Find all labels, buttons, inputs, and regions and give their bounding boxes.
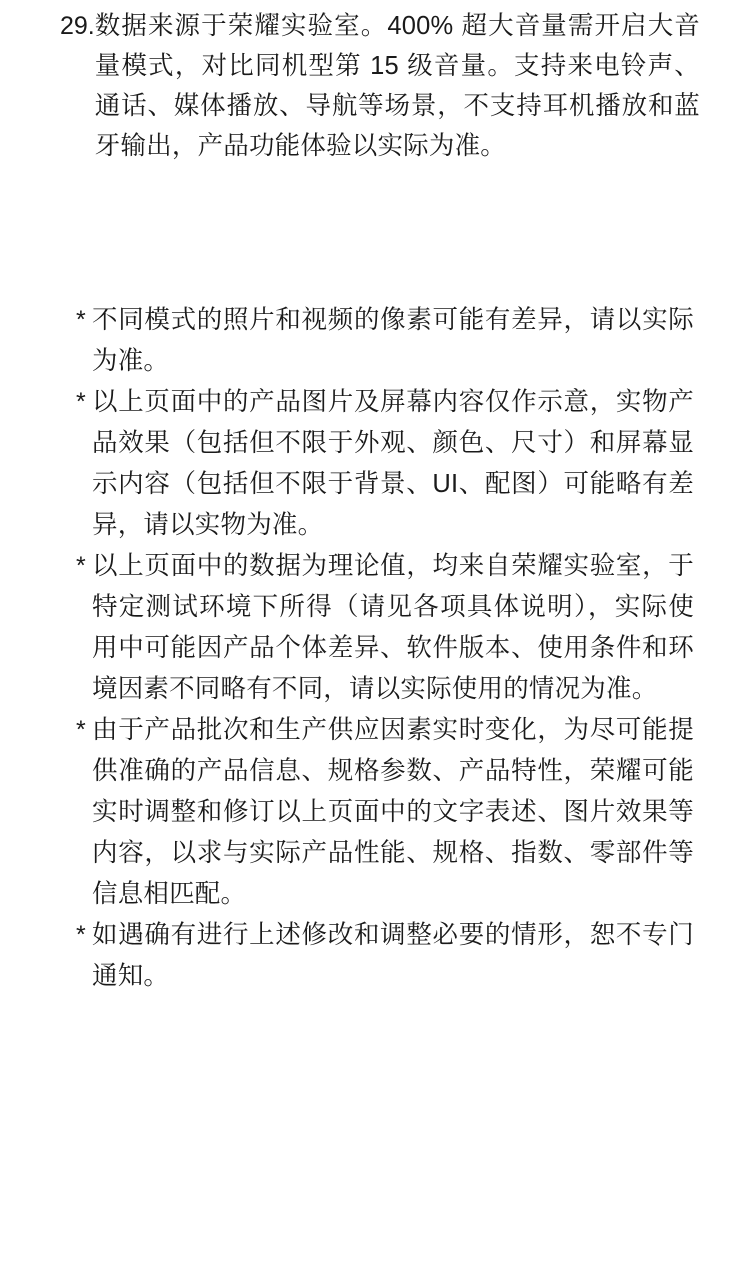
starred-note-item (76, 382, 694, 546)
starred-note-item (76, 300, 694, 382)
note-text: 不同模式的照片和视频的像素可能有差异，请以实际为准。 (92, 306, 694, 375)
note-text: 由于产品批次和生产供应因素实时变化，为尽可能提供准确的产品信息、规格参数、产品特性，荣耀可能实时调整和修订以上页面中的文字表述、图片效果等内容，以求与实际产品性能、规格、指数、零部件等信息相匹配。 (92, 716, 694, 908)
note-text: 以上页面中的数据为理论值，均来自荣耀实验室，于特定测试环境下所得（请见各项具体说明），实际使用中可能因产品个体差异、软件版本、使用条件和环境因素不同略有不同，请以实际使用的情况为准。 (92, 552, 694, 703)
note-marker: * (76, 921, 86, 949)
note-text: 如遇确有进行上述修改和调整必要的情形，恕不专门通知。 (92, 921, 694, 990)
note-marker: * (76, 306, 86, 334)
note-text: 数据来源于荣耀实验室。400% 超大音量需开启大音量模式，对比同机型第 15 级音量。支持来电铃声、通话、媒体播放、导航等场景，不支持耳机播放和蓝牙输出，产品功能体验以实际为准。 (94, 12, 700, 160)
numbered-note-item (60, 6, 700, 166)
note-marker: 29. (60, 12, 95, 40)
starred-note-item (76, 710, 694, 915)
starred-note-item (76, 546, 694, 710)
starred-note-item (76, 915, 694, 997)
starred-notes-block (76, 300, 694, 997)
note-marker: * (76, 552, 86, 580)
note-marker: * (76, 716, 86, 744)
note-marker: * (76, 388, 86, 416)
numbered-notes-block (60, 6, 700, 166)
note-text: 以上页面中的产品图片及屏幕内容仅作示意，实物产品效果（包括但不限于外观、颜色、尺寸）和屏幕显示内容（包括但不限于背景、UI、配图）可能略有差异，请以实物为准。 (92, 388, 694, 539)
